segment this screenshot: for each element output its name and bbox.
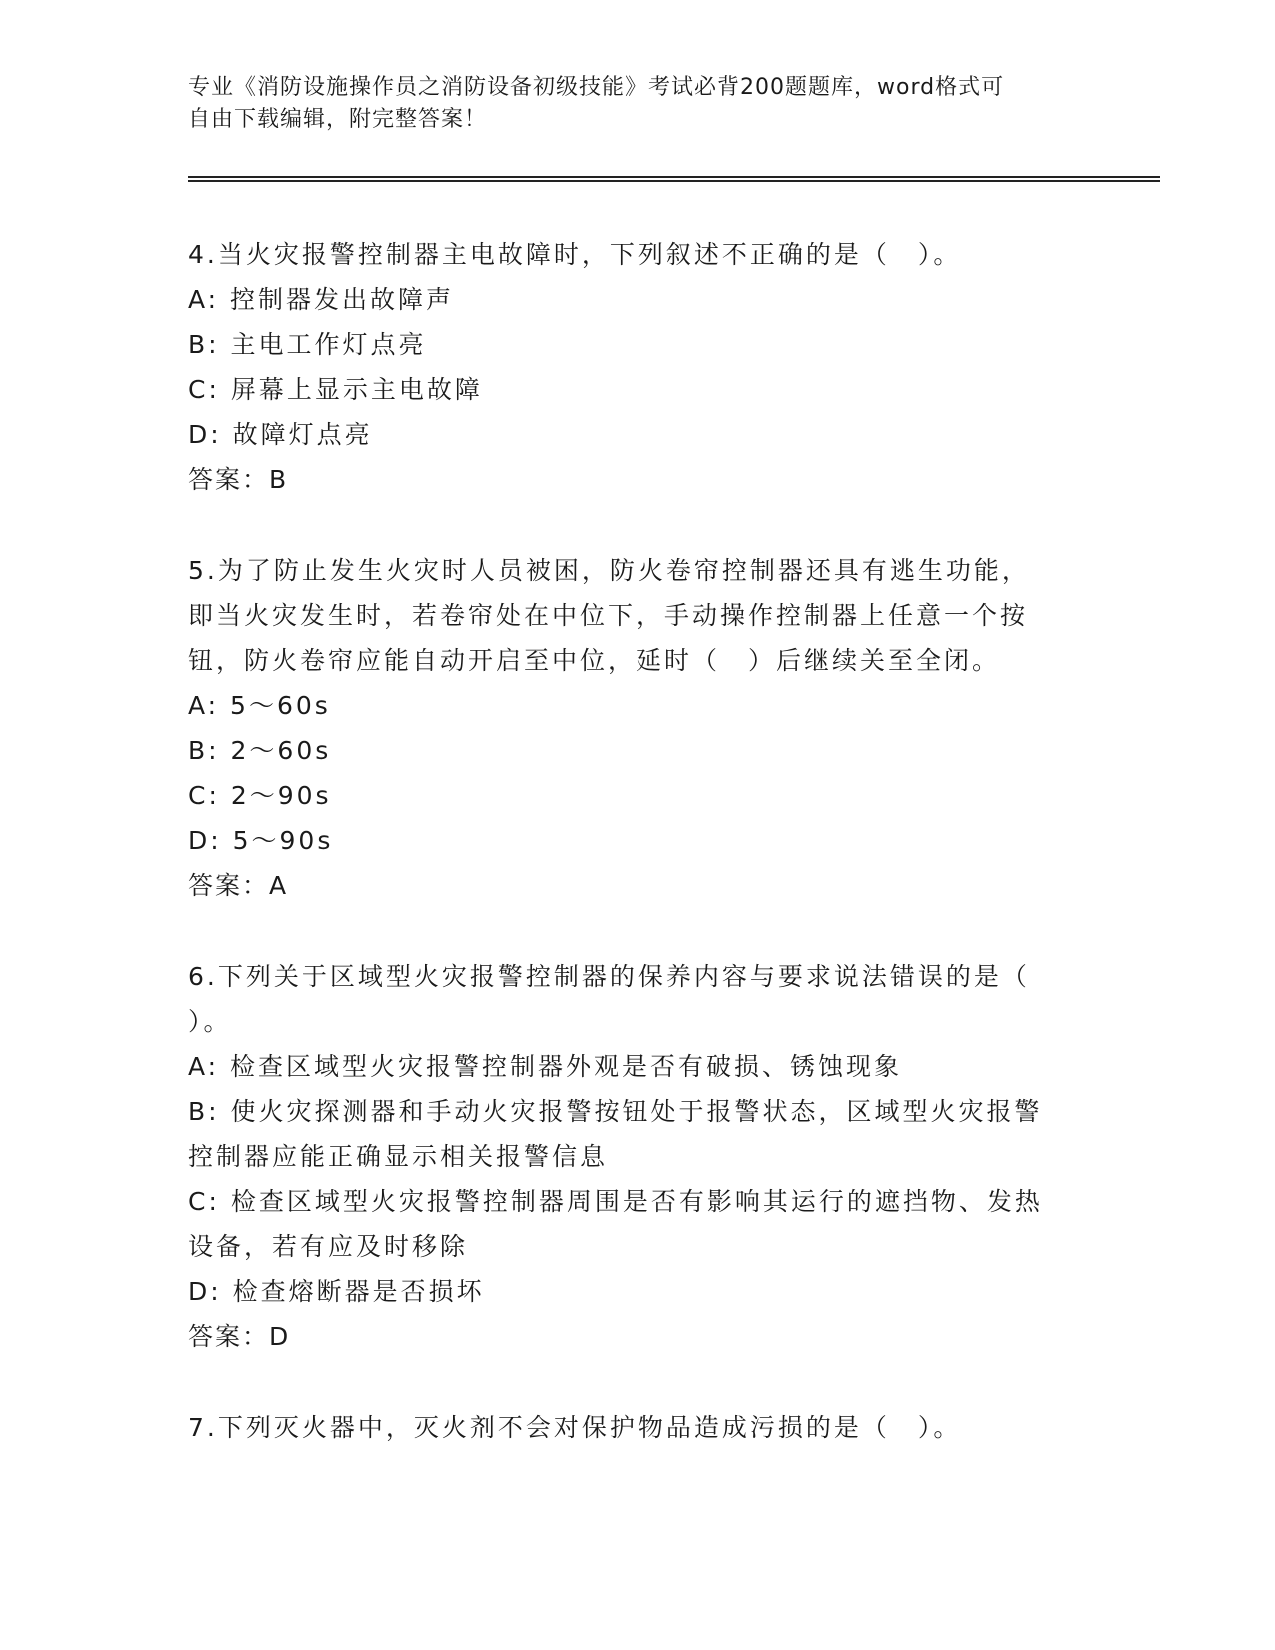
option-line: A: 检查区域型火灾报警控制器外观是否有破损、锈蚀现象 — [188, 1052, 903, 1081]
question-block — [188, 548, 1078, 909]
question-stem-line: 4.当火灾报警控制器主电故障时，下列叙述不正确的是（ ）。 — [188, 240, 962, 269]
question-spacer — [188, 503, 1078, 548]
header-line-1: 专业《消防设施操作员之消防设备初级技能》考试必背200题题库，word格式可 — [188, 75, 1005, 100]
question-stem-line: ）。 — [188, 1007, 232, 1036]
option-line: D: 检查熔断器是否损坏 — [188, 1277, 485, 1306]
question-spacer — [188, 1360, 1078, 1405]
page-header — [188, 72, 1088, 136]
question-spacer — [188, 909, 1078, 954]
answer-line: 答案：B — [188, 465, 289, 494]
question-stem-line: 钮，防火卷帘应能自动开启至中位，延时（ ）后继续关至全闭。 — [188, 646, 1001, 675]
option-line: 设备，若有应及时移除 — [188, 1232, 469, 1261]
option-line: D: 5～90s — [188, 826, 334, 855]
answer-line: 答案：A — [188, 871, 289, 900]
option-line: A: 控制器发出故障声 — [188, 285, 455, 314]
option-line: A: 5～60s — [188, 691, 331, 720]
question-stem-line: 7.下列灭火器中，灭火剂不会对保护物品造成污损的是（ ）。 — [188, 1413, 962, 1442]
option-line: B: 主电工作灯点亮 — [188, 330, 427, 359]
option-line: 控制器应能正确显示相关报警信息 — [188, 1142, 609, 1171]
option-line: B: 2～60s — [188, 736, 332, 765]
option-line: B: 使火灾探测器和手动火灾报警按钮处于报警状态，区域型火灾报警 — [188, 1097, 1043, 1126]
question-stem-line: 5.为了防止发生火灾时人员被困，防火卷帘控制器还具有逃生功能， — [188, 556, 1030, 585]
header-line-2: 自由下载编辑，附完整答案！ — [188, 107, 488, 132]
question-stem-line: 6.下列关于区域型火灾报警控制器的保养内容与要求说法错误的是（ — [188, 962, 1030, 991]
answer-line: 答案：D — [188, 1322, 291, 1351]
question-block — [188, 232, 1078, 503]
question-stem-line: 即当火灾发生时，若卷帘处在中位下，手动操作控制器上任意一个按 — [188, 601, 1029, 630]
question-block — [188, 954, 1078, 1360]
question-list — [188, 232, 1078, 1450]
header-divider — [188, 176, 1160, 182]
question-block — [188, 1405, 1078, 1450]
option-line: C: 2～90s — [188, 781, 332, 810]
option-line: C: 检查区域型火灾报警控制器周围是否有影响其运行的遮挡物、发热 — [188, 1187, 1043, 1216]
option-line: D: 故障灯点亮 — [188, 420, 373, 449]
option-line: C: 屏幕上显示主电故障 — [188, 375, 483, 404]
